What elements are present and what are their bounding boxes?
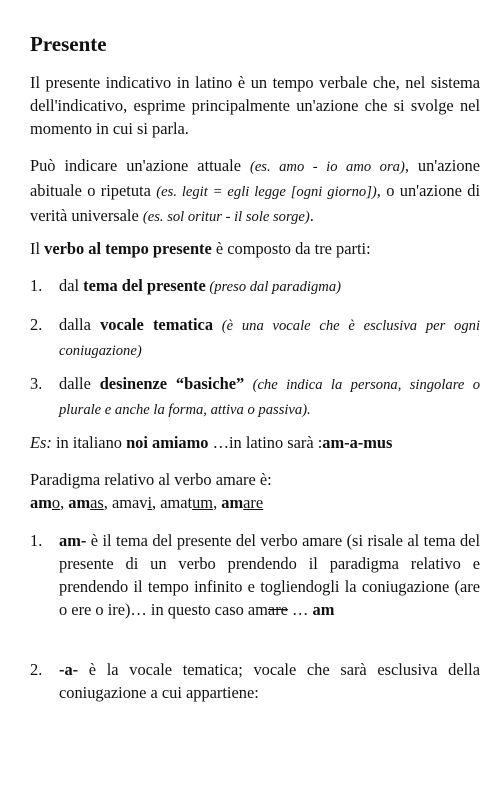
bold-term: vocale tematica (100, 315, 214, 334)
text: è la vocale tematica; vocale che sarà esclusiva della coniugazione a cui appartiene: (59, 660, 480, 702)
example-italic: (es. sol oritur - il sole sorge) (142, 209, 310, 225)
separator: , (103, 493, 112, 512)
ending-underlined: are (243, 493, 264, 512)
stem-bold: am (30, 493, 52, 512)
separator: , (152, 493, 161, 512)
section-heading (30, 31, 480, 57)
list-number: 1. (30, 276, 43, 295)
text: …in latino sarà : (208, 433, 323, 452)
paragraph-text: Il presente indicativo in latino è un tempo verbale che, nel sistema dell'indicativo, esprime principalmente un'azione che si svolge nel momento in cui si parla. (30, 73, 480, 138)
separator: , (60, 493, 69, 512)
intro-paragraph (30, 71, 480, 140)
stem-bold: am (68, 493, 91, 512)
paradigm-forms (30, 491, 480, 514)
text: … (287, 600, 313, 619)
paradigm-block (30, 468, 480, 514)
bold-term: desinenze “basiche” (99, 374, 245, 393)
text: Può indicare un'azione attuale (30, 156, 250, 175)
page-title: Presente (30, 32, 107, 56)
stem: amat (160, 493, 193, 512)
text: è composto da tre parti: (211, 239, 371, 258)
example-italic: (es. legit = egli legge [ogni giorno]) (156, 184, 377, 200)
text: Il (30, 239, 45, 258)
list-number: 2. (30, 660, 43, 679)
usage-paragraph (30, 154, 480, 229)
ending-underlined: o (51, 493, 61, 512)
note-italic: (che indica la persona, singolare o plurale e anche la forma, attiva o passiva). (59, 377, 480, 418)
text: dalla (59, 315, 101, 334)
text: dal (59, 276, 84, 295)
stem: amav (111, 493, 148, 512)
text: in italiano (51, 433, 127, 452)
bold-term: am- (59, 531, 87, 550)
ending-underlined: i (147, 493, 153, 512)
example-label: Es: (30, 433, 52, 452)
note-italic: (preso dal paradigma) (205, 279, 341, 295)
text: , o un'azione di verità universale (30, 181, 480, 225)
separator: , (213, 493, 222, 512)
strikethrough-text: are (267, 600, 288, 619)
bold-term: am (312, 600, 335, 619)
bold-term: tema del presente (83, 276, 206, 295)
text: . (309, 206, 314, 225)
text: , un'azione abituale o ripetuta (30, 156, 480, 200)
text: è il tema del presente del verbo amare (si risale al tema del presente di un verbo prendendo il paradigma relativo e prendendo il tempo infinito e togliendogli la coniugazione (are o ere o ire)… in questo caso am (59, 531, 480, 619)
bold-term: am-a-mus (322, 433, 393, 452)
structure-paragraph (30, 237, 480, 260)
example-line (30, 431, 480, 454)
ending-underlined: um (192, 493, 214, 512)
text: dalle (59, 374, 100, 393)
note-italic: (è una vocale che è esclusiva per ogni coniugazione) (59, 318, 480, 359)
bold-term: verbo al tempo presente (44, 239, 212, 258)
bold-term: -a- (59, 660, 79, 679)
list-number: 1. (30, 531, 43, 550)
list-number: 3. (30, 374, 43, 393)
list-number: 2. (30, 315, 43, 334)
example-italic: (es. amo - io amo ora) (249, 159, 405, 175)
stem-bold: am (221, 493, 244, 512)
paradigm-intro: Paradigma relativo al verbo amare è: (30, 470, 272, 489)
ending-underlined: as (90, 493, 104, 512)
bold-term: noi amiamo (126, 433, 209, 452)
